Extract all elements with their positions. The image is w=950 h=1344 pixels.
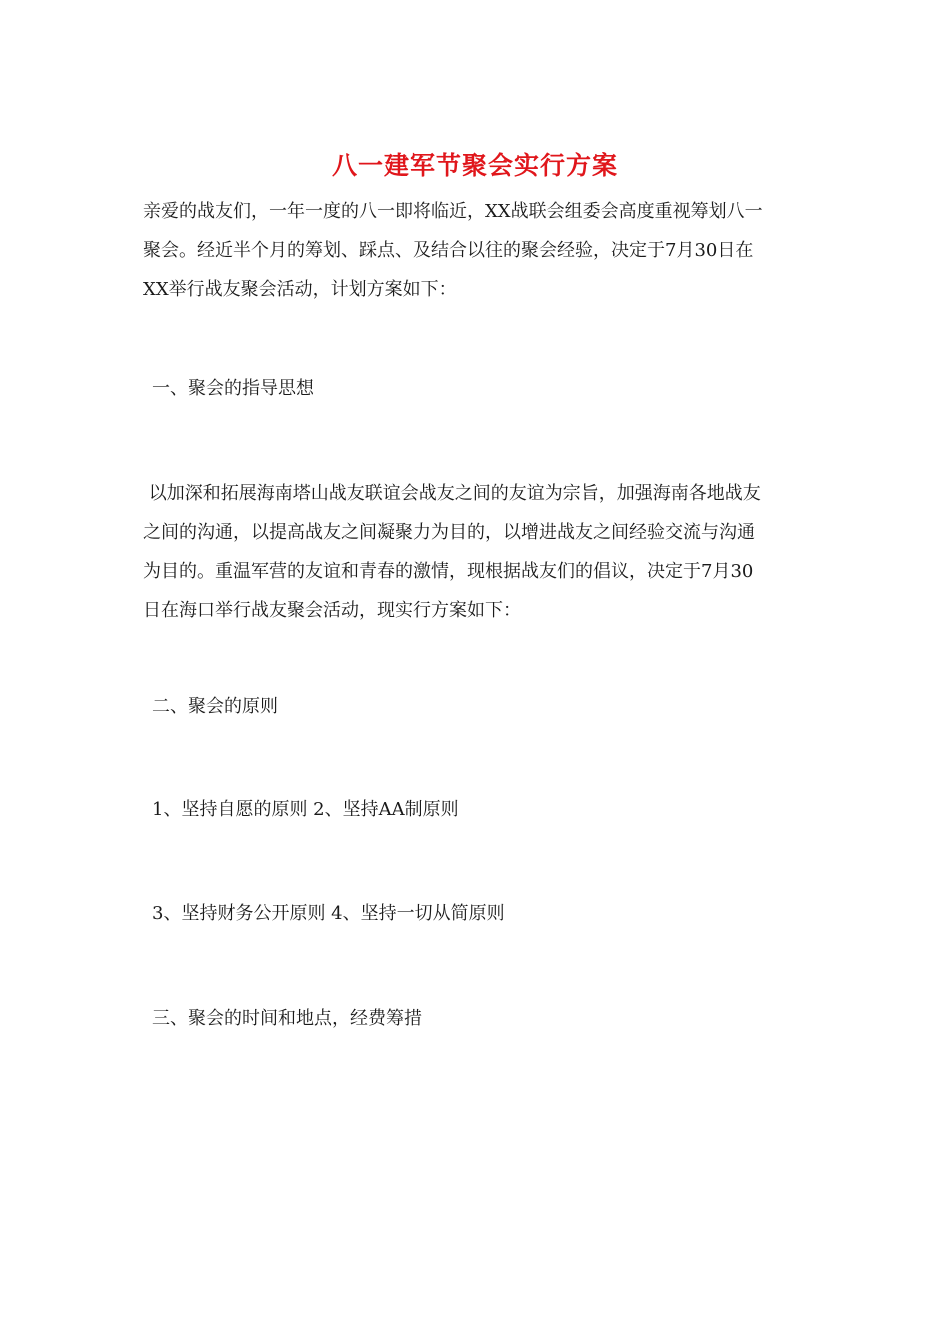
intro-paragraph	[143, 192, 813, 309]
section-heading-time-place-funding: 三、聚会的时间和地点，经费筹措	[152, 1008, 422, 1029]
paragraph-line: 之间的沟通，以提高战友之间凝聚力为目的，以增进战友之间经验交流与沟通	[143, 522, 755, 543]
principles-line: 3、坚持财务公开原则 4、坚持一切从简原则	[152, 903, 505, 924]
paragraph-line: 以加深和拓展海南塔山战友联谊会战友之间的友谊为宗旨，加强海南各地战友	[143, 483, 761, 504]
section-heading-principles: 二、聚会的原则	[152, 696, 278, 717]
guiding-thought-paragraph	[143, 474, 813, 630]
principles-line: 1、坚持自愿的原则 2、坚持AA制原则	[152, 799, 459, 820]
document-title: 八一建军节聚会实行方案	[331, 151, 618, 180]
intro-line: 亲爱的战友们，一年一度的八一即将临近，XX战联会组委会高度重视筹划八一	[143, 201, 763, 222]
section-heading-guiding-thought: 一、聚会的指导思想	[152, 378, 314, 399]
intro-line: 聚会。经近半个月的筹划、踩点、及结合以往的聚会经验，决定于7月30日在	[143, 240, 754, 261]
paragraph-line: 日在海口举行战友聚会活动，现实行方案如下：	[143, 600, 521, 621]
paragraph-line: 为目的。重温军营的友谊和青春的激情，现根据战友们的倡议，决定于7月30	[143, 561, 754, 582]
intro-line: XX举行战友聚会活动，计划方案如下：	[143, 279, 457, 300]
